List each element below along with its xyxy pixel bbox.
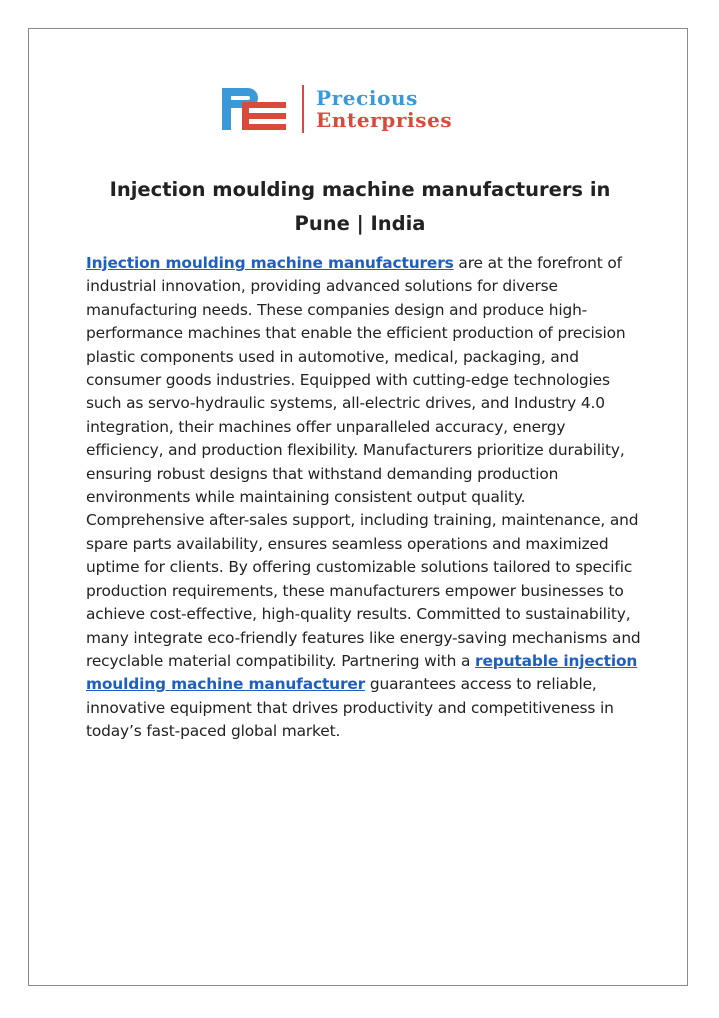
logo-word-precious: Precious bbox=[316, 86, 419, 110]
paragraph-text-2: guarantees access to reliable, innovative equipment that drives productivity and competitiveness in today’s fast-paced global market. bbox=[86, 675, 614, 741]
logo-divider bbox=[302, 85, 304, 133]
logo-wordmark bbox=[316, 87, 452, 131]
document-title: Injection moulding machine manufacturers in Pune | India bbox=[109, 178, 611, 235]
paragraph-text-1: are at the forefront of industrial innovation, providing advanced solutions for diverse manufacturing needs. These companies design and produce high-performance machines that enable the efficient production of precision plastic components used in automotive, medical, packaging, and consumer goods industries. Equipped with cutting-edge technologies such as servo-hydraulic systems, all-electric drives, and Industry 4.0 integration, their machines offer unparalleled accuracy, energy efficiency, and production flexibility. Manufacturers prioritize durability, ensuring robust designs that withstand demanding production environments while maintaining consistent output quality. Comprehensive after-sales support, including training, maintenance, and spare parts availability, ensures seamless operations and maximized uptime for clients. By offering customizable solutions tailored to specific production requirements, these manufacturers empower businesses to achieve cost-effective, high-quality results. Committed to sustainability, many integrate eco-friendly features like energy-saving mechanisms and recyclable material compatibility. Partnering with a bbox=[86, 254, 641, 670]
link-injection-moulding-manufacturers[interactable]: Injection moulding machine manufacturers bbox=[86, 254, 454, 272]
logo-word-enterprises: Enterprises bbox=[316, 108, 453, 132]
pe-monogram-icon bbox=[222, 86, 292, 132]
body-paragraph bbox=[86, 252, 646, 744]
company-logo bbox=[222, 84, 452, 134]
link-reputable-manufacturer[interactable]: reputable injection moulding machine manufacturer bbox=[86, 651, 638, 694]
